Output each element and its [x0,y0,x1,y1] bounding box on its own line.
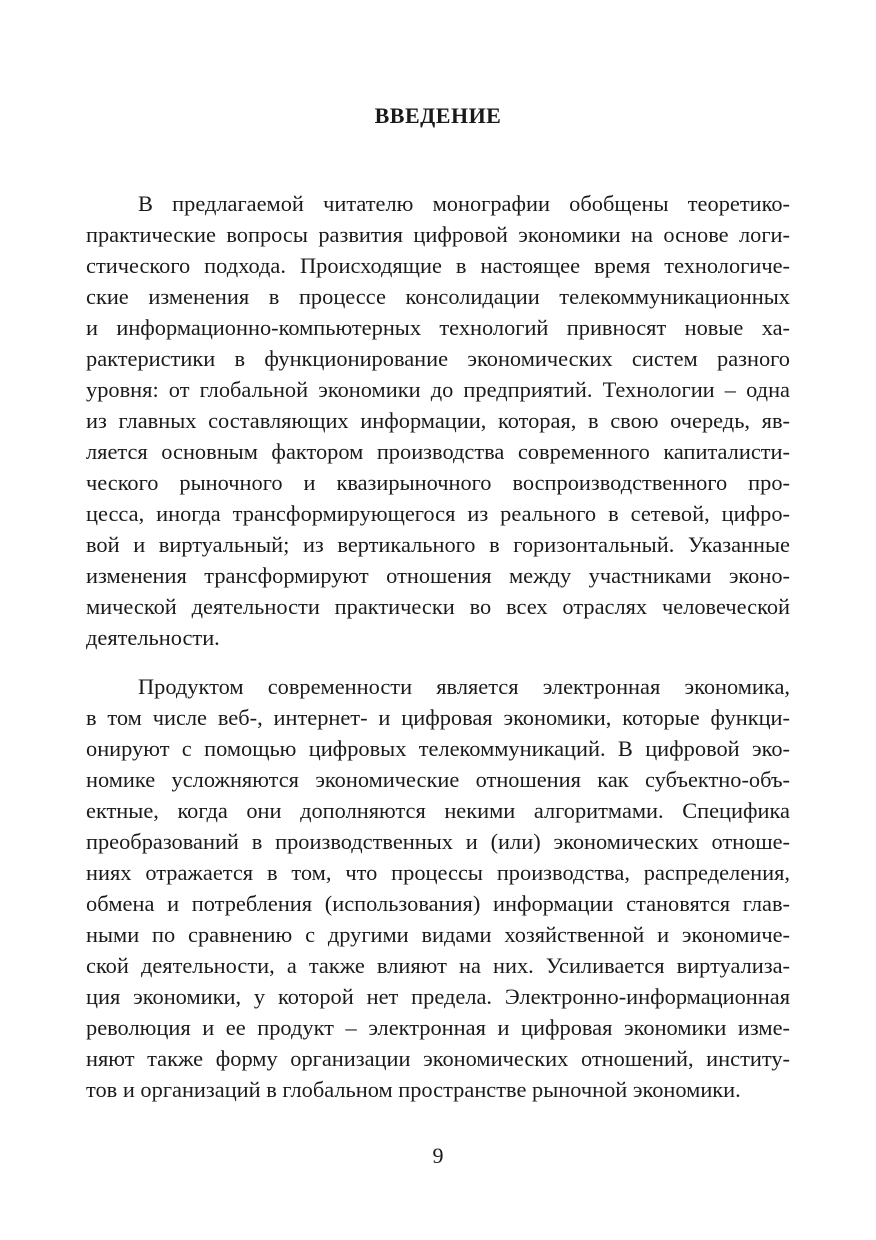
text-line: ниях отражается в том, что процессы производства, распределения, [86,860,790,885]
chapter-heading: ВВЕДЕНИЕ [374,103,502,128]
text-line: изменения трансформируют отношения между участниками эконо- [86,563,790,588]
text-line: ными по сравнению с другими видами хозяйственной и экономиче- [86,922,790,947]
text-line: вой и виртуальный; из вертикального в горизонтальный. Указанные [86,532,790,557]
text-line: тов и организаций в глобальном пространстве рыночной экономики. [86,1077,741,1102]
text-line: ской деятельности, а также влияют на них. Усиливается виртуализа- [86,953,790,978]
text-line: обмена и потребления (использования) информации становятся глав- [86,891,790,916]
text-line: номике усложняются экономические отношения как субъектно-объ- [86,767,790,792]
text-line: ция экономики, у которой нет предела. Электронно-информационная [86,984,790,1009]
text-line: ектные, когда они дополняются некими алгоритмами. Специфика [86,798,790,823]
text-line: преобразований в производственных и (или) экономических отноше- [86,829,790,854]
text-line: уровня: от глобальной экономики до предприятий. Технологии – одна [86,377,790,402]
page-number: 9 [432,1143,444,1168]
text-line: Продуктом современности является электронная экономика, [138,674,790,699]
text-line: цесса, иногда трансформирующегося из реального в сетевой, цифро- [86,501,790,526]
text-line: стического подхода. Происходящие в настоящее время технологиче- [86,253,790,278]
text-line: ские изменения в процессе консолидации телекоммуникационных [86,284,790,309]
text-line: деятельности. [86,625,220,650]
text-line: из главных составляющих информации, которая, в свою очередь, яв- [86,408,790,433]
text-line: ляется основным фактором производства современного капиталисти- [86,439,790,464]
text-line: революция и ее продукт – электронная и цифровая экономики изме- [86,1015,790,1040]
text-line: и информационно-компьютерных технологий привносят новые ха- [86,315,790,340]
text-line: няют также форму организации экономических отношений, институ- [86,1046,790,1071]
text-line: ческого рыночного и квазирыночного воспроизводственного про- [86,470,790,495]
paragraph-1 [86,188,790,653]
text-line: рактеристики в функционирование экономических систем разного [86,346,790,371]
text-line: мической деятельности практически во всех отраслях человеческой [86,594,790,619]
paragraph-2 [86,671,790,1105]
text-line: в том числе веб-, интернет- и цифровая экономики, которые функци- [86,705,790,730]
text-line: В предлагаемой читателю монографии обобщены теоретико- [138,191,790,216]
text-line: онируют с помощью цифровых телекоммуникаций. В цифровой эко- [86,736,790,761]
text-line: практические вопросы развития цифровой экономики на основе логи- [86,222,790,247]
